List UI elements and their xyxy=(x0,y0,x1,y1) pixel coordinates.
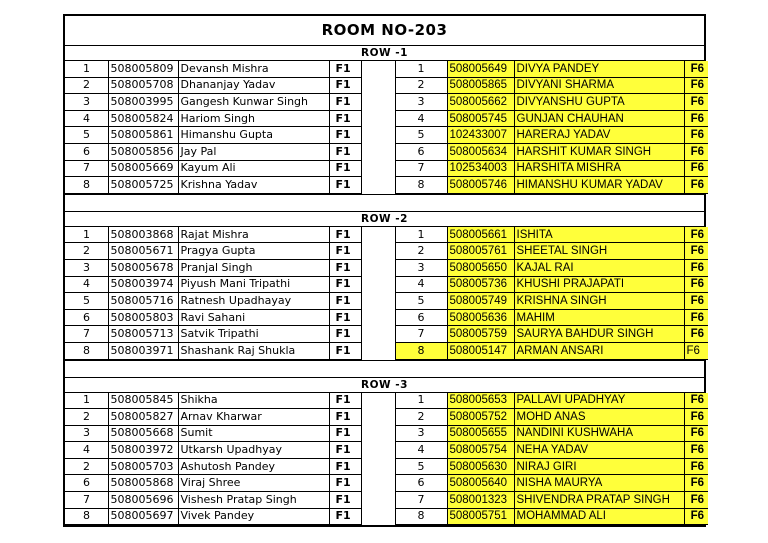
column-gap xyxy=(361,160,395,177)
left-student-name: Gangesh Kunwar Singh xyxy=(178,94,329,111)
right-serial: 5 xyxy=(395,458,447,475)
right-serial: 7 xyxy=(395,160,447,177)
right-section: F6 xyxy=(684,342,708,359)
left-roll-no: 508005669 xyxy=(108,160,178,177)
right-serial: 4 xyxy=(395,276,447,293)
right-serial: 2 xyxy=(395,243,447,260)
left-serial: 7 xyxy=(65,492,108,509)
right-student-name: NISHA MAURYA xyxy=(514,475,684,492)
right-section: F6 xyxy=(684,110,708,127)
right-serial: 3 xyxy=(395,94,447,111)
right-roll-no: 508005634 xyxy=(447,143,514,160)
right-student-name: ISHITA xyxy=(514,227,684,243)
left-student-name: Himanshu Gupta xyxy=(178,127,329,144)
left-student-name: Shikha xyxy=(178,393,329,409)
right-section: F6 xyxy=(684,77,708,94)
right-student-name: KHUSHI PRAJAPATI xyxy=(514,276,684,293)
left-serial: 4 xyxy=(65,442,108,459)
right-serial: 7 xyxy=(395,492,447,509)
table-row xyxy=(65,110,708,127)
right-serial: 5 xyxy=(395,293,447,310)
left-roll-no: 508003995 xyxy=(108,94,178,111)
column-gap xyxy=(361,110,395,127)
right-roll-no: 508001323 xyxy=(447,492,514,509)
left-serial: 2 xyxy=(65,77,108,94)
column-gap xyxy=(361,342,395,359)
column-gap xyxy=(361,492,395,509)
table-row xyxy=(65,293,708,310)
right-serial: 8 xyxy=(395,342,447,359)
right-serial: 1 xyxy=(395,393,447,409)
right-serial: 2 xyxy=(395,77,447,94)
left-student-name: Ashutosh Pandey xyxy=(178,458,329,475)
room-title: ROOM NO-203 xyxy=(65,16,704,46)
left-student-name: Kayum Ali xyxy=(178,160,329,177)
row-separator xyxy=(65,194,704,212)
left-section: F1 xyxy=(329,110,361,127)
left-student-name: Utkarsh Upadhyay xyxy=(178,442,329,459)
left-student-name: Piyush Mani Tripathi xyxy=(178,276,329,293)
right-roll-no: 508005736 xyxy=(447,276,514,293)
column-gap xyxy=(361,293,395,310)
column-gap xyxy=(361,309,395,326)
table-row xyxy=(65,342,708,359)
left-roll-no: 508003972 xyxy=(108,442,178,459)
right-section: F6 xyxy=(684,409,708,426)
right-student-name: NEHA YADAV xyxy=(514,442,684,459)
table-row xyxy=(65,442,708,459)
left-roll-no: 508003868 xyxy=(108,227,178,243)
left-serial: 2 xyxy=(65,243,108,260)
left-section: F1 xyxy=(329,442,361,459)
left-roll-no: 508005716 xyxy=(108,293,178,310)
seating-sheet xyxy=(63,14,706,527)
left-roll-no: 508003971 xyxy=(108,342,178,359)
left-roll-no: 508005713 xyxy=(108,326,178,343)
right-roll-no: 102534003 xyxy=(447,160,514,177)
right-section: F6 xyxy=(684,160,708,177)
column-gap xyxy=(361,94,395,111)
table-row xyxy=(65,409,708,426)
left-roll-no: 508005845 xyxy=(108,393,178,409)
column-gap xyxy=(361,425,395,442)
right-roll-no: 508005653 xyxy=(447,393,514,409)
left-serial: 8 xyxy=(65,177,108,194)
right-student-name: HARSHIT KUMAR SINGH xyxy=(514,143,684,160)
left-serial: 7 xyxy=(65,326,108,343)
left-student-name: Satvik Tripathi xyxy=(178,326,329,343)
row-2-heading: ROW -2 xyxy=(65,212,704,227)
table-row xyxy=(65,61,708,77)
left-roll-no: 508005671 xyxy=(108,243,178,260)
right-roll-no: 508005746 xyxy=(447,177,514,194)
left-section: F1 xyxy=(329,458,361,475)
left-student-name: Devansh Mishra xyxy=(178,61,329,77)
table-row xyxy=(65,458,708,475)
right-roll-no: 508005865 xyxy=(447,77,514,94)
left-student-name: Pragya Gupta xyxy=(178,243,329,260)
right-roll-no: 508005649 xyxy=(447,61,514,77)
left-section: F1 xyxy=(329,309,361,326)
left-section: F1 xyxy=(329,160,361,177)
column-gap xyxy=(361,259,395,276)
left-student-name: Arnav Kharwar xyxy=(178,409,329,426)
table-row xyxy=(65,227,708,243)
left-roll-no: 508005668 xyxy=(108,425,178,442)
right-student-name: MOHAMMAD ALI xyxy=(514,508,684,525)
left-student-name: Krishna Yadav xyxy=(178,177,329,194)
table-row xyxy=(65,259,708,276)
left-roll-no: 508005708 xyxy=(108,77,178,94)
right-serial: 1 xyxy=(395,227,447,243)
table-row xyxy=(65,77,708,94)
left-section: F1 xyxy=(329,94,361,111)
left-serial: 1 xyxy=(65,393,108,409)
left-student-name: Rajat Mishra xyxy=(178,227,329,243)
right-roll-no: 508005754 xyxy=(447,442,514,459)
right-section: F6 xyxy=(684,293,708,310)
left-roll-no: 508005824 xyxy=(108,110,178,127)
table-row xyxy=(65,508,708,525)
left-section: F1 xyxy=(329,326,361,343)
right-student-name: SHEETAL SINGH xyxy=(514,243,684,260)
left-section: F1 xyxy=(329,492,361,509)
right-section: F6 xyxy=(684,393,708,409)
right-serial: 6 xyxy=(395,143,447,160)
right-section: F6 xyxy=(684,127,708,144)
row-3-table xyxy=(65,393,708,526)
column-gap xyxy=(361,475,395,492)
left-section: F1 xyxy=(329,61,361,77)
left-roll-no: 508005868 xyxy=(108,475,178,492)
left-roll-no: 508005697 xyxy=(108,508,178,525)
right-section: F6 xyxy=(684,492,708,509)
right-student-name: NIRAJ GIRI xyxy=(514,458,684,475)
left-section: F1 xyxy=(329,293,361,310)
right-section: F6 xyxy=(684,177,708,194)
right-student-name: PALLAVI UPADHYAY xyxy=(514,393,684,409)
right-section: F6 xyxy=(684,94,708,111)
right-roll-no: 508005650 xyxy=(447,259,514,276)
left-serial: 2 xyxy=(65,458,108,475)
table-row xyxy=(65,393,708,409)
left-student-name: Dhananjay Yadav xyxy=(178,77,329,94)
column-gap xyxy=(361,177,395,194)
left-serial: 8 xyxy=(65,342,108,359)
left-student-name: Vivek Pandey xyxy=(178,508,329,525)
table-row xyxy=(65,94,708,111)
right-serial: 3 xyxy=(395,259,447,276)
left-roll-no: 508005703 xyxy=(108,458,178,475)
table-row xyxy=(65,243,708,260)
right-student-name: HIMANSHU KUMAR YADAV xyxy=(514,177,684,194)
column-gap xyxy=(361,409,395,426)
right-section: F6 xyxy=(684,143,708,160)
left-roll-no: 508005725 xyxy=(108,177,178,194)
right-student-name: HARERAJ YADAV xyxy=(514,127,684,144)
left-serial: 7 xyxy=(65,160,108,177)
left-roll-no: 508005803 xyxy=(108,309,178,326)
left-serial: 8 xyxy=(65,508,108,525)
left-section: F1 xyxy=(329,77,361,94)
right-student-name: ARMAN ANSARI xyxy=(514,342,684,359)
left-student-name: Ravi Sahani xyxy=(178,309,329,326)
right-serial: 6 xyxy=(395,475,447,492)
right-roll-no: 508005761 xyxy=(447,243,514,260)
right-section: F6 xyxy=(684,326,708,343)
right-section: F6 xyxy=(684,309,708,326)
right-roll-no: 508005636 xyxy=(447,309,514,326)
left-section: F1 xyxy=(329,342,361,359)
left-student-name: Jay Pal xyxy=(178,143,329,160)
row-separator xyxy=(65,360,704,378)
left-section: F1 xyxy=(329,393,361,409)
column-gap xyxy=(361,326,395,343)
right-roll-no: 508005655 xyxy=(447,425,514,442)
right-student-name: DIVYANI SHARMA xyxy=(514,77,684,94)
right-serial: 6 xyxy=(395,309,447,326)
right-section: F6 xyxy=(684,508,708,525)
right-section: F6 xyxy=(684,227,708,243)
right-student-name: KRISHNA SINGH xyxy=(514,293,684,310)
left-student-name: Shashank Raj Shukla xyxy=(178,342,329,359)
right-student-name: MOHD ANAS xyxy=(514,409,684,426)
left-section: F1 xyxy=(329,259,361,276)
table-row xyxy=(65,309,708,326)
left-section: F1 xyxy=(329,227,361,243)
right-roll-no: 508005147 xyxy=(447,342,514,359)
left-student-name: Pranjal Singh xyxy=(178,259,329,276)
left-serial: 2 xyxy=(65,409,108,426)
left-section: F1 xyxy=(329,425,361,442)
right-section: F6 xyxy=(684,243,708,260)
right-serial: 1 xyxy=(395,61,447,77)
left-serial: 3 xyxy=(65,425,108,442)
left-serial: 1 xyxy=(65,227,108,243)
row-1-heading: ROW -1 xyxy=(65,46,704,61)
right-section: F6 xyxy=(684,425,708,442)
table-row xyxy=(65,492,708,509)
row-2-table xyxy=(65,227,708,360)
right-roll-no: 508005751 xyxy=(447,508,514,525)
right-student-name: KAJAL RAI xyxy=(514,259,684,276)
right-student-name: DIVYANSHU GUPTA xyxy=(514,94,684,111)
left-serial: 4 xyxy=(65,276,108,293)
right-serial: 4 xyxy=(395,110,447,127)
left-section: F1 xyxy=(329,177,361,194)
right-student-name: SHIVENDRA PRATAP SINGH xyxy=(514,492,684,509)
left-student-name: Ratnesh Upadhayay xyxy=(178,293,329,310)
right-section: F6 xyxy=(684,276,708,293)
right-section: F6 xyxy=(684,475,708,492)
right-roll-no: 508005752 xyxy=(447,409,514,426)
table-row xyxy=(65,177,708,194)
column-gap xyxy=(361,143,395,160)
left-serial: 3 xyxy=(65,259,108,276)
left-serial: 4 xyxy=(65,110,108,127)
right-serial: 8 xyxy=(395,508,447,525)
column-gap xyxy=(361,458,395,475)
column-gap xyxy=(361,243,395,260)
table-row xyxy=(65,160,708,177)
right-roll-no: 508005745 xyxy=(447,110,514,127)
table-row xyxy=(65,127,708,144)
right-student-name: NANDINI KUSHWAHA xyxy=(514,425,684,442)
left-serial: 5 xyxy=(65,127,108,144)
left-serial: 6 xyxy=(65,309,108,326)
right-serial: 2 xyxy=(395,409,447,426)
right-roll-no: 508005630 xyxy=(447,458,514,475)
left-serial: 3 xyxy=(65,94,108,111)
left-roll-no: 508005809 xyxy=(108,61,178,77)
row-1-table xyxy=(65,61,708,194)
left-serial: 1 xyxy=(65,61,108,77)
right-student-name: DIVYA PANDEY xyxy=(514,61,684,77)
table-row xyxy=(65,475,708,492)
column-gap xyxy=(361,393,395,409)
left-roll-no: 508005856 xyxy=(108,143,178,160)
left-section: F1 xyxy=(329,243,361,260)
left-roll-no: 508005861 xyxy=(108,127,178,144)
table-row xyxy=(65,425,708,442)
right-roll-no: 508005640 xyxy=(447,475,514,492)
left-section: F1 xyxy=(329,276,361,293)
left-student-name: Vishesh Pratap Singh xyxy=(178,492,329,509)
column-gap xyxy=(361,77,395,94)
right-section: F6 xyxy=(684,442,708,459)
left-section: F1 xyxy=(329,475,361,492)
right-section: F6 xyxy=(684,259,708,276)
left-section: F1 xyxy=(329,127,361,144)
column-gap xyxy=(361,127,395,144)
table-row xyxy=(65,276,708,293)
left-roll-no: 508003974 xyxy=(108,276,178,293)
right-roll-no: 508005749 xyxy=(447,293,514,310)
table-row xyxy=(65,143,708,160)
left-serial: 6 xyxy=(65,475,108,492)
right-student-name: HARSHITA MISHRA xyxy=(514,160,684,177)
right-section: F6 xyxy=(684,458,708,475)
row-3-heading: ROW -3 xyxy=(65,378,704,393)
left-student-name: Sumit xyxy=(178,425,329,442)
right-student-name: SAURYA BAHDUR SINGH xyxy=(514,326,684,343)
left-roll-no: 508005696 xyxy=(108,492,178,509)
left-serial: 6 xyxy=(65,143,108,160)
left-student-name: Hariom Singh xyxy=(178,110,329,127)
column-gap xyxy=(361,61,395,77)
right-serial: 5 xyxy=(395,127,447,144)
right-serial: 3 xyxy=(395,425,447,442)
left-roll-no: 508005827 xyxy=(108,409,178,426)
right-serial: 4 xyxy=(395,442,447,459)
right-student-name: GUNJAN CHAUHAN xyxy=(514,110,684,127)
column-gap xyxy=(361,508,395,525)
right-serial: 7 xyxy=(395,326,447,343)
column-gap xyxy=(361,442,395,459)
right-roll-no: 102433007 xyxy=(447,127,514,144)
table-row xyxy=(65,326,708,343)
column-gap xyxy=(361,227,395,243)
left-roll-no: 508005678 xyxy=(108,259,178,276)
left-section: F1 xyxy=(329,143,361,160)
right-student-name: MAHIM xyxy=(514,309,684,326)
left-section: F1 xyxy=(329,508,361,525)
right-roll-no: 508005661 xyxy=(447,227,514,243)
left-section: F1 xyxy=(329,409,361,426)
left-serial: 5 xyxy=(65,293,108,310)
right-roll-no: 508005662 xyxy=(447,94,514,111)
right-serial: 8 xyxy=(395,177,447,194)
left-student-name: Viraj Shree xyxy=(178,475,329,492)
right-section: F6 xyxy=(684,61,708,77)
column-gap xyxy=(361,276,395,293)
right-roll-no: 508005759 xyxy=(447,326,514,343)
